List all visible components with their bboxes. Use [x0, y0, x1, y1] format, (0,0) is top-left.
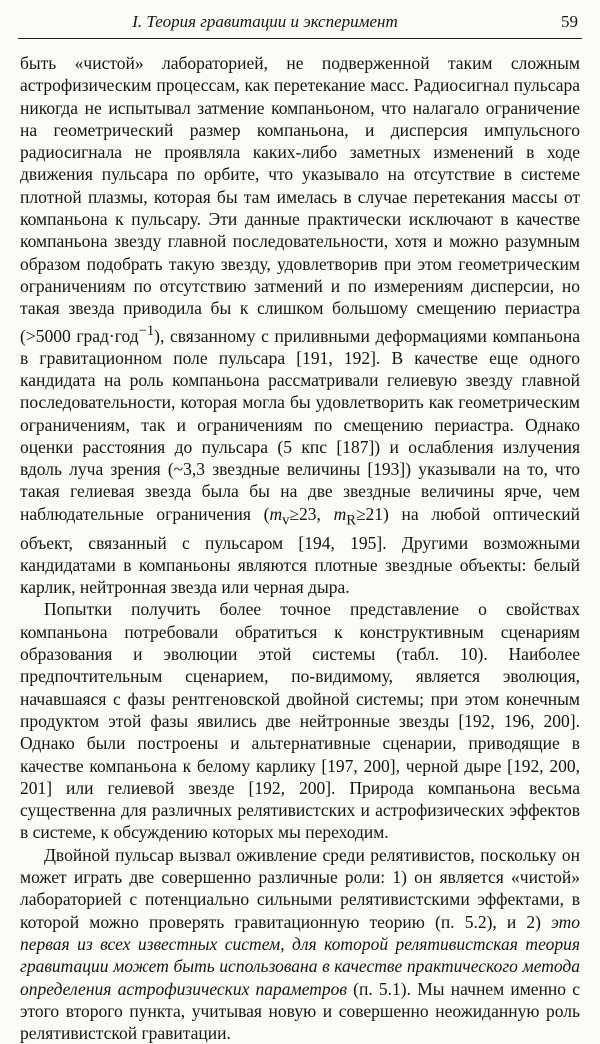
body-text [20, 52, 580, 1044]
paragraph [20, 844, 580, 1044]
running-title: I. Теория гравитации и эксперимент [132, 12, 398, 31]
emphasis-text: это первая из всех известных систем, для которой релятивистская теория гравитации может быть использована в качестве практического метода определения астрофизических параметров [20, 911, 580, 999]
text-run: ≥21) на любой оптический объект, связанный с пульсаром [194, 195]. Другими возможными кандидатами в компаньоны являются плотные звездные объекты: белый карлик, нейтронная звезда или черная дыра. [20, 503, 581, 598]
paragraph [20, 598, 580, 843]
math-symbol: m [269, 503, 283, 524]
page-header [18, 8, 582, 39]
paragraph [20, 52, 580, 598]
subscript: v [282, 512, 290, 529]
text-run: ), связанному с приливными деформациями компаньона в гравитационном поле пульсара [191, 192]. В качестве еще одного кандидата на роль компаньона рассматривали гелиевую звезду главной последовательности, которая могла бы удовлетворить как геометрическим ограничениям, так и ограничениям по смещению периастра. Однако оценки расстояния до пульсара (5 кпс [187]) и ослабления излучения вдоль луча зрения (~3,3 звездные величины [193]) указывали на то, что такая гелиевая звезда была бы на две звездные величины ярче, чем наблюдательные ограничения ( [20, 325, 580, 524]
text-run: Попытки получить более точное представление о свойствах компаньона потребовали обратиться к конструктивным сценариям образования и эволюции этой системы (табл. 10). Наиболее предпочтительным сценарием, по-видимому, является эволюция, начавшаяся с фазы рентгеновской двойной системы; при этом конечным продуктом этой фазы явились две нейтронные звезды [192, 196, 200]. Однако были построены и альтернативные сценарии, приводящие в качестве компаньона к белому карлику [197, 200], черной дыре [192, 200, 201] или гелиевой звезде [192, 200]. Природа компаньона весьма существенна для различных релятивистских и астрофизических эффектов в системе, к обсуждению которых мы переходим. [20, 599, 580, 843]
subscript: R [346, 512, 356, 529]
text-run: Двойной пульсар вызвал оживление среди релятивистов, поскольку он может играть две совершенно различные роли: 1) он является «чистой» лабораторией с потенциально сильными релятивистскими эффектами, в которой можно проверять гравитационную теорию (п. 5.2), и 2) [20, 844, 580, 932]
text-run: (п. 5.1). Мы начнем именно с этого второго пункта, учитывая новую и совершенно неожиданную роль релятивистской гравитации. [20, 978, 580, 1044]
text-run: быть «чистой» лабораторией, не подверженной таким сложным астрофизическим процессам, как перетекание масс. Радиосигнал пульсара никогда не испытывал затмение компаньоном, что налагало ограничение на геометрический размер компаньона, и дисперсия импульсного радиосигнала не проявляла каких-либо заметных изменений в ходе движения пульсара по орбите, что указывало на отсутствие в системе плотной плазмы, которая бы там имелась в случае перетекания массы от компаньона к пульсару. Эти данные практически исключают в качестве компаньона звезду главной последовательности, хотя и можно разумным образом подобрать такую звезду, удовлетворив при этом геометрическим ограничениям по отсутствию затмений и по измерениям дисперсии, но такая звезда приводила бы к слишком большому смещению периастра (>5000 град·год [20, 53, 580, 346]
math-symbol: m [333, 503, 347, 524]
superscript: −1 [138, 322, 155, 339]
page-number: 59 [561, 12, 578, 31]
text-run: ≥23, [289, 503, 334, 524]
